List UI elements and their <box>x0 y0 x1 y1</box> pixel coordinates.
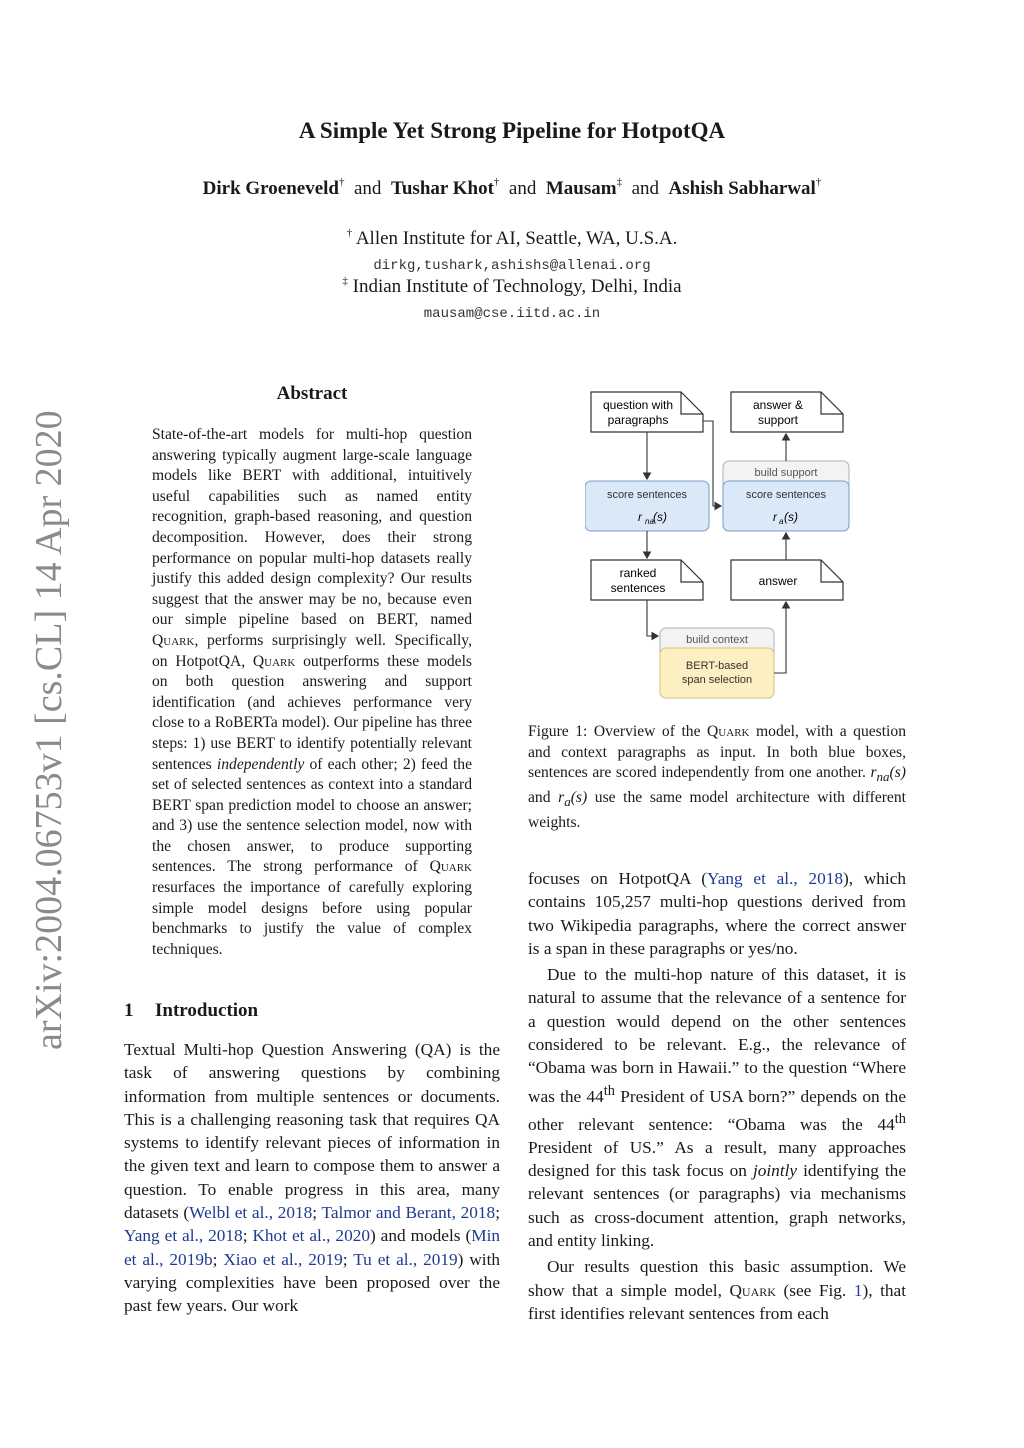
figure-1-diagram <box>585 388 855 703</box>
author-name: Dirk Groeneveld <box>202 178 339 199</box>
math-ra: $r_a(s)$ <box>558 788 588 809</box>
svg-text:(s): (s) <box>784 510 798 524</box>
figure-ref-link[interactable]: 1 <box>853 1280 863 1300</box>
affiliation-name: Indian Institute of Technology, Delhi, India <box>352 276 682 297</box>
math-rna: $r_{na}(s)$ <box>870 764 906 785</box>
svg-text:a: a <box>779 517 784 526</box>
svg-text:answer &: answer & <box>752 398 804 412</box>
abstract-text: resurfaces the importance of carefully exploring simple model designs before using popular benchmarks to justify the value of complex techniques. <box>152 879 472 958</box>
abstract-body <box>152 425 472 960</box>
section-number: 1 <box>124 1000 134 1021</box>
author-name: Mausam <box>545 178 617 199</box>
svg-text:r: r <box>773 510 777 524</box>
ranked-sentences-document-node <box>591 560 703 600</box>
author-mark: † <box>815 176 822 188</box>
affiliation-name: Allen Institute for AI, Seattle, WA, U.S.A. <box>355 228 678 249</box>
citation-link[interactable]: Khot et al., 2020 <box>252 1226 370 1246</box>
bert-span-selection-box <box>660 648 774 698</box>
body-paragraph: focuses on HotpotQA (Yang et al., 2018), which contains 105,257 multi-hop questions derived from two Wikipedia paragraphs, where the correct answer is a span in these paragraphs or yes/no. <box>528 869 906 958</box>
svg-text:build support: build support <box>754 467 818 479</box>
citation-link[interactable]: Welbl et al., 2018 <box>189 1203 313 1223</box>
affiliation-line <box>0 228 1024 250</box>
affiliation-email: dirkg,tushark,ashishs@allenai.org <box>373 258 651 274</box>
figure-caption: Figure 1: Overview of the Quark model, with a question and context paragraphs as input. In both blue boxes, sentences are scored independently from one another. $r_{na}(s)$ and $r_a(s)$ use the same model architecture with different weights. <box>528 723 906 831</box>
affiliation-line <box>0 276 1024 298</box>
affiliation-mark: † <box>346 227 353 239</box>
body-paragraph: Due to the multi-hop nature of this dataset, it is natural to assume that the relevance of a sentence for a question would depend on the other sentences considered to be relevant. E.g., the relevance of “Obama was born in Hawaii.” to the question “Where was the 44th President of USA born?” depends on the other relevant sentence: “Obama was the 44th President of US.” As a result, many approaches designed for this task focus on jointly identifying the relevant sentences (or paragraphs) via mechanisms such as cross-document attention, graph networks, and entity linking. <box>528 965 906 1250</box>
abstract-emphasis: independently <box>216 755 305 773</box>
body-text: Textual Multi-hop Question Answering (QA) is the task of answering questions by combining information from multiple sentences or documents. This is a challenging reasoning task that requires QA systems to identify relevant pieces of information in the given text and learn to compose them to answer a question. To enable progress in this area, many datasets ( <box>124 1040 500 1223</box>
caption-text: model, with a question and context paragraphs as input. In both blue boxes, sentences are scored independently from one another. <box>528 723 906 782</box>
score-sentences-right-box <box>723 481 849 531</box>
citation-link[interactable]: Yang et al., 2018 <box>124 1226 243 1246</box>
svg-text:sentences: sentences <box>610 581 666 595</box>
citation-link[interactable]: Xiao et al., 2019 <box>223 1249 343 1269</box>
affiliation-mark: ‡ <box>342 275 348 287</box>
abstract-heading: Abstract <box>276 383 348 404</box>
svg-text:score sentences: score sentences <box>745 489 827 501</box>
answer-document-node <box>731 560 843 600</box>
intro-paragraph: Textual Multi-hop Question Answering (QA) is the task of answering questions by combining information from multiple sentences or documents. This is a challenging reasoning task that requires QA systems to identify relevant pieces of information in the given text and learn to compose them to answer a question. To enable progress in this area, many datasets (Welbl et al., 2018; Talmor and Berant, 2018; Yang et al., 2018; Khot et al., 2020) and models (Min et al., 2019b; Xiao et al., 2019; Tu et al., 2019) with varying complexities have been proposed over the past few years. Our work <box>124 1040 501 1316</box>
caption-text: Figure 1: Overview of the <box>528 723 708 740</box>
author-name: Tushar Khot <box>390 178 494 199</box>
arxiv-stamp: arXiv:2004.06753v1 [cs.CL] 14 Apr 2020 <box>28 410 70 1050</box>
citation-link[interactable]: Tu et al., 2019 <box>353 1249 458 1269</box>
paper-title: A Simple Yet Strong Pipeline for HotpotQA <box>298 118 726 143</box>
affiliation-email: mausam@cse.iitd.ac.in <box>423 306 601 322</box>
abstract-text: outperforms these models on both question answering and support identification (and achieves performance very close to a RoBERTa model). Our pipeline has three steps: 1) use BERT to identify potentially relevant sentences <box>152 652 472 773</box>
model-name: Quark <box>707 723 750 740</box>
svg-text:support: support <box>757 413 799 427</box>
svg-text:r: r <box>638 510 642 524</box>
svg-text:answer: answer <box>758 574 798 588</box>
section-heading: Introduction <box>155 1000 259 1021</box>
svg-text:paragraphs: paragraphs <box>607 413 669 427</box>
answer-support-document-node <box>731 392 843 432</box>
model-name: Quark <box>429 858 472 876</box>
svg-text:ranked: ranked <box>619 566 657 580</box>
abstract-text: , performs surprisingly well. Specifically, on HotpotQA, <box>152 631 472 670</box>
author-separator: and <box>508 178 537 199</box>
svg-text:(s): (s) <box>653 510 667 524</box>
svg-text:span selection: span selection <box>681 674 753 686</box>
question-document-node <box>591 392 703 432</box>
author-list <box>0 178 1024 200</box>
author-separator: and <box>631 178 660 199</box>
model-name: Quark <box>152 631 195 649</box>
citation-link[interactable]: Yang et al., 2018 <box>707 869 843 888</box>
svg-text:question with: question with <box>602 398 674 412</box>
body-paragraph: Our results question this basic assumption. We show that a simple model, Quark (see Fig. 1), that first identifies relevant sentences from each <box>528 1257 906 1323</box>
author-mark: † <box>339 176 345 188</box>
score-sentences-left-box <box>585 481 709 531</box>
abstract-text: of each other; 2) feed the set of selected sentences as context into a standard BERT span prediction model to choose an answer; and 3) use the sentence selection model, now with the chosen answer, to produce supporting sentences. The strong performance of <box>152 755 472 876</box>
svg-text:score sentences: score sentences <box>606 489 688 501</box>
model-name: Quark <box>252 652 296 670</box>
svg-text:na: na <box>645 517 654 526</box>
abstract-text: State-of-the-art models for multi-hop question answering typically augment large-scale language models like BERT with additional, intuitively useful capabilities such as named entity recognition, graph-based reasoning, and question decomposition. However, does their strong performance on popular multi-hop datasets really justify this added design complexity? Our results suggest that the answer may be no, because even our simple pipeline based on BERT, named <box>152 426 472 629</box>
author-name: Ashish Sabharwal <box>668 178 816 199</box>
citation-link[interactable]: Min et al., 2019b <box>124 1226 501 1269</box>
svg-text:BERT-based: BERT-based <box>685 660 749 672</box>
caption-text: use the same model architecture with different weights. <box>528 788 906 831</box>
author-mark: † <box>493 176 500 188</box>
intro-right-column <box>528 867 906 1325</box>
body-text: ) with varying complexities have been proposed over the past few years. Our work <box>124 1249 501 1316</box>
citation-link[interactable]: Talmor and Berant, 2018 <box>321 1203 496 1223</box>
svg-text:build context: build context <box>686 634 748 646</box>
author-separator: and <box>354 178 382 199</box>
body-text: ) and models ( <box>369 1226 472 1246</box>
author-mark: ‡ <box>616 176 623 188</box>
